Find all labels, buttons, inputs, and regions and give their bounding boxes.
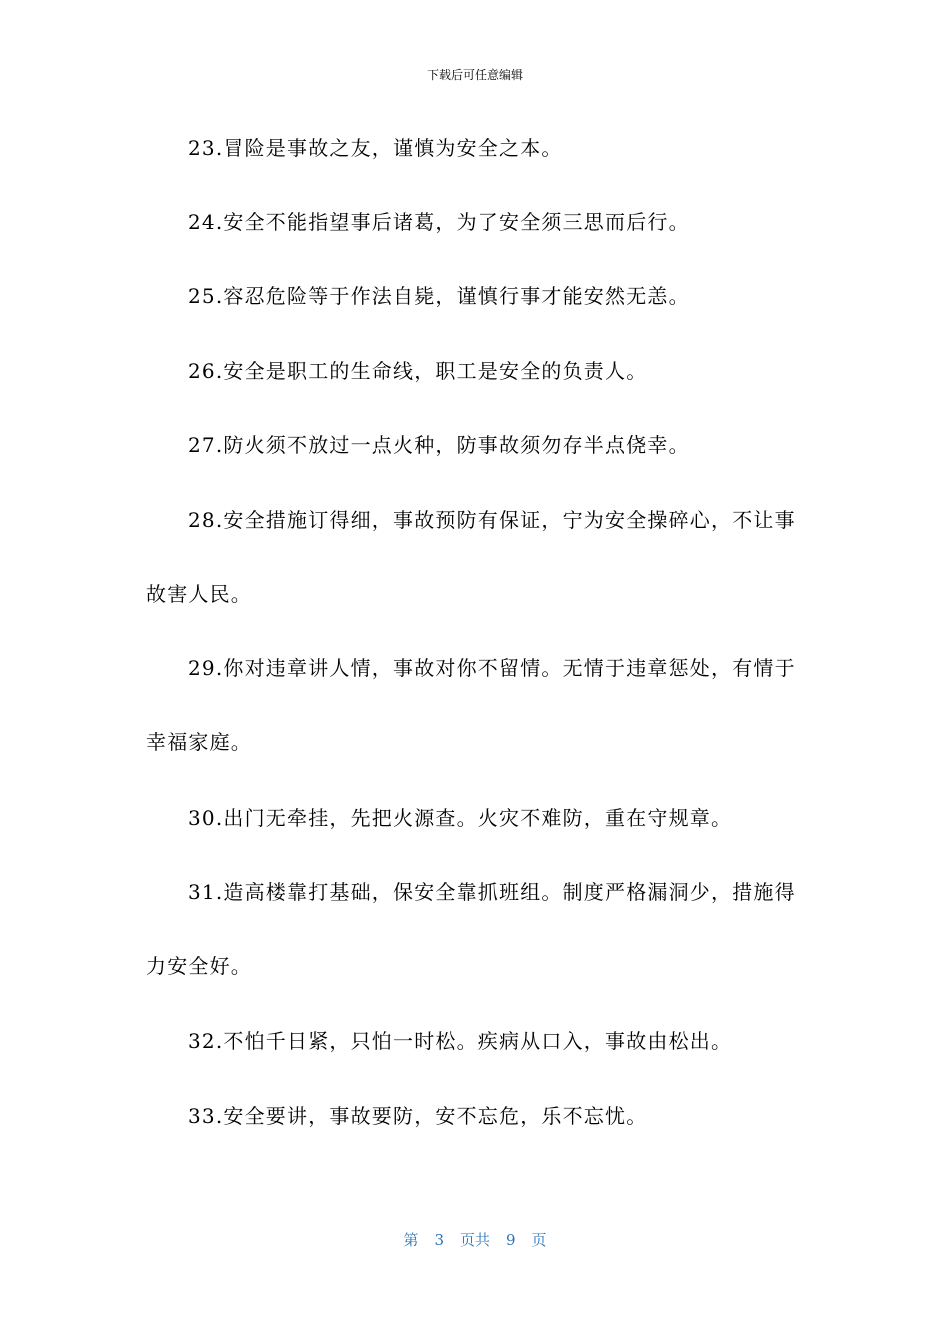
list-item-29: 29.你对违章讲人情，事故对你不留情。无情于违章惩处，有情于幸福家庭。 xyxy=(146,656,796,754)
footer-total-pages: 9 xyxy=(506,1231,516,1249)
list-item-33: 33.安全要讲，事故要防，安不忘危，乐不忘忧。 xyxy=(188,1104,648,1128)
footer-prefix: 第 xyxy=(403,1231,419,1249)
list-item-32: 32.不怕千日紧，只怕一时松。疾病从口入，事故由松出。 xyxy=(188,1029,733,1053)
list-item-24: 24.安全不能指望事后诸葛，为了安全须三思而后行。 xyxy=(188,210,690,234)
list-item-26: 26.安全是职工的生命线，职工是安全的负责人。 xyxy=(188,359,648,383)
footer-suffix: 页 xyxy=(531,1231,547,1249)
list-item-28: 28.安全措施订得细，事故预防有保证，宁为安全操碎心，不让事故害人民。 xyxy=(146,508,796,606)
list-item-31: 31.造高楼靠打基础，保安全靠抓班组。制度严格漏洞少，措施得力安全好。 xyxy=(146,880,796,978)
list-item-30: 30.出门无牵挂，先把火源查。火灾不难防，重在守规章。 xyxy=(188,806,733,830)
list-item-27: 27.防火须不放过一点火种，防事故须勿存半点侥幸。 xyxy=(188,433,690,457)
page-footer xyxy=(0,1230,950,1250)
footer-current-page: 3 xyxy=(434,1231,444,1249)
footer-middle: 页共 xyxy=(459,1231,490,1249)
header-note: 下载后可任意编辑 xyxy=(426,68,523,82)
list-item-25: 25.容忍危险等于作法自毙，谨慎行事才能安然无恙。 xyxy=(188,284,690,308)
list-item-23: 23.冒险是事故之友，谨慎为安全之本。 xyxy=(188,136,563,160)
